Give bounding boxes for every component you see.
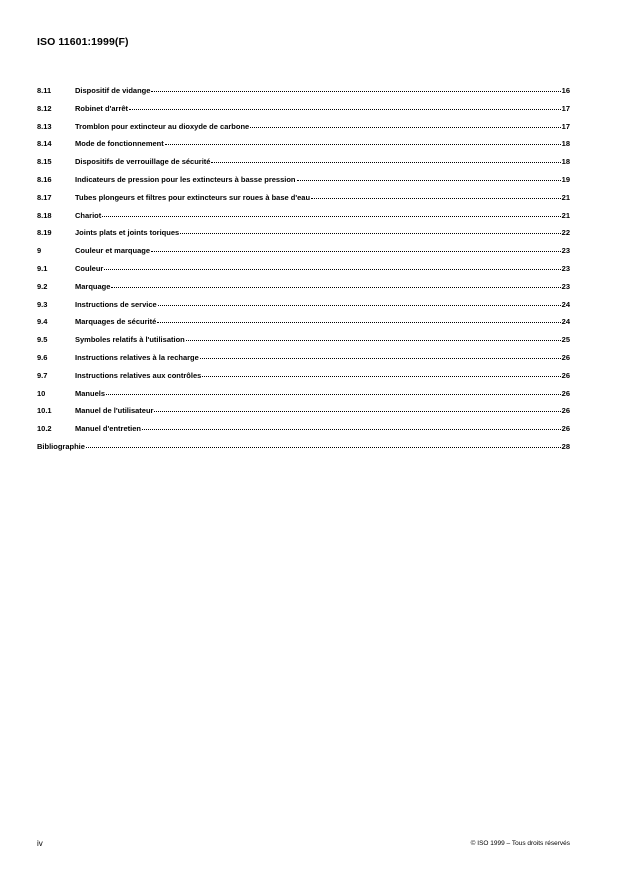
toc-entry[interactable]	[37, 175, 570, 193]
toc-entry-page: 17	[561, 121, 570, 131]
toc-entry-page: 26	[561, 424, 570, 434]
toc-entry[interactable]	[37, 86, 570, 104]
toc-entry[interactable]	[37, 246, 570, 264]
toc-entry-page: 17	[561, 103, 570, 113]
toc-dot-leader	[102, 216, 560, 217]
toc-entry-page: 23	[561, 246, 570, 256]
toc-entry-title: Marquages de sécurité	[75, 317, 157, 327]
toc-dot-leader	[250, 127, 560, 128]
toc-entry-number: 8.18	[37, 210, 52, 220]
toc-entry-number: 8.13	[37, 121, 52, 131]
toc-entry-number: 8.16	[37, 174, 52, 184]
toc-entry-title: Tubes plongeurs et filtres pour extincteurs sur roues à base d'eau	[75, 192, 311, 202]
toc-dot-leader	[106, 394, 561, 395]
page-number: iv	[37, 839, 43, 848]
toc-dot-leader	[180, 233, 560, 234]
toc-dot-leader	[297, 180, 561, 181]
toc-dot-leader	[104, 269, 560, 270]
toc-entry-title: Robinet d'arrêt	[75, 103, 129, 113]
toc-dot-leader	[151, 251, 561, 252]
toc-entry-page: 25	[561, 335, 570, 345]
toc-entry-number: 9	[37, 246, 42, 256]
toc-entry-page: 23	[561, 263, 570, 273]
toc-entry-title: Manuel d'entretien	[75, 424, 141, 434]
toc-entry-number: 8.19	[37, 228, 52, 238]
toc-entry-page: 28	[561, 441, 570, 451]
toc-entry-number: 8.17	[37, 192, 52, 202]
toc-entry-number: 8.14	[37, 139, 52, 149]
toc-entry[interactable]	[37, 211, 570, 229]
toc-entry[interactable]	[37, 282, 570, 300]
toc-entry-title: Marquage	[75, 281, 111, 291]
toc-entry[interactable]	[37, 424, 570, 442]
toc-entry-title: Dispositif de vidange	[75, 86, 151, 95]
toc-dot-leader	[311, 198, 561, 199]
toc-entry-number: 8.15	[37, 157, 52, 167]
toc-dot-leader	[129, 109, 561, 110]
toc-dot-leader	[202, 376, 560, 377]
toc-entry-page: 19	[561, 174, 570, 184]
toc-entry-number: 9.3	[37, 299, 48, 309]
toc-entry[interactable]	[37, 228, 570, 246]
toc-entry-title: Couleur et marquage	[75, 246, 151, 256]
toc-entry[interactable]	[37, 104, 570, 122]
toc-entry-page: 18	[561, 139, 570, 149]
toc-entry-number: 9.4	[37, 317, 48, 327]
toc-entry-title: Symboles relatifs à l'utilisation	[75, 335, 185, 345]
copyright-notice: © ISO 1999 – Tous droits réservés	[470, 840, 570, 847]
toc-dot-leader	[158, 305, 561, 306]
toc-entry-page: 26	[561, 388, 570, 398]
toc-dot-leader	[200, 358, 561, 359]
toc-entry[interactable]	[37, 193, 570, 211]
toc-entry-title: Instructions relatives aux contrôles	[75, 370, 202, 380]
toc-dot-leader	[142, 429, 561, 430]
toc-entry-title: Dispositifs de verrouillage de sécurité	[75, 157, 211, 167]
toc-entry-number: 8.12	[37, 103, 52, 113]
table-of-contents	[37, 86, 570, 460]
toc-entry-page: 26	[561, 352, 570, 362]
toc-dot-leader	[154, 411, 560, 412]
toc-dot-leader	[186, 340, 561, 341]
toc-dot-leader	[111, 287, 560, 288]
toc-entry-title: Instructions de service	[75, 299, 157, 309]
toc-entry-page: 21	[561, 192, 570, 202]
toc-entry-page: 24	[561, 299, 570, 309]
toc-entry[interactable]	[37, 371, 570, 389]
toc-entry[interactable]	[37, 300, 570, 318]
toc-entry[interactable]	[37, 157, 570, 175]
toc-entry-title: Couleur	[75, 263, 104, 273]
toc-entry-title: Manuels	[75, 388, 106, 398]
toc-entry-title: Manuel de l'utilisateur	[75, 406, 154, 416]
toc-entry[interactable]	[37, 389, 570, 407]
toc-entry-page: 26	[561, 370, 570, 380]
toc-entry[interactable]	[37, 442, 570, 460]
toc-entry-number: 9.1	[37, 263, 48, 273]
toc-entry[interactable]	[37, 406, 570, 424]
toc-entry-title: Joints plats et joints toriques	[75, 228, 180, 238]
toc-entry-title: Instructions relatives à la recharge	[75, 352, 199, 362]
toc-entry-page: 24	[561, 317, 570, 327]
toc-entry-page: 23	[561, 281, 570, 291]
toc-dot-leader	[211, 162, 560, 163]
toc-entry[interactable]	[37, 264, 570, 282]
toc-entry-title: Chariot	[75, 210, 102, 220]
toc-entry-title: Mode de fonctionnement	[75, 139, 164, 149]
toc-entry-number: 9.7	[37, 370, 48, 380]
toc-dot-leader	[157, 322, 560, 323]
toc-entry-page: 16	[561, 86, 570, 95]
toc-entry-number: 10.1	[37, 406, 52, 416]
toc-entry[interactable]	[37, 335, 570, 353]
toc-entry-number: 9.2	[37, 281, 48, 291]
toc-entry-number: 9.5	[37, 335, 48, 345]
toc-entry-number: 9.6	[37, 352, 48, 362]
toc-entry-page: 26	[561, 406, 570, 416]
toc-entry-title: Tromblon pour extincteur au dioxyde de carbone	[75, 121, 250, 131]
toc-entry[interactable]	[37, 122, 570, 140]
toc-entry-title: Indicateurs de pression pour les extincteurs à basse pression	[75, 174, 296, 184]
toc-entry-page: 18	[561, 157, 570, 167]
document-header: ISO 11601:1999(F)	[37, 36, 129, 48]
toc-entry-number: 10	[37, 388, 46, 398]
toc-entry-number: 10.2	[37, 424, 52, 434]
toc-dot-leader	[151, 91, 560, 92]
toc-entry-page: 21	[561, 210, 570, 220]
toc-dot-leader	[165, 144, 561, 145]
toc-entry-title: Bibliographie	[37, 441, 85, 451]
toc-entry-page: 22	[561, 228, 570, 238]
toc-entry[interactable]	[37, 139, 570, 157]
toc-entry[interactable]	[37, 317, 570, 335]
toc-entry[interactable]	[37, 353, 570, 371]
toc-dot-leader	[86, 447, 561, 448]
toc-entry-number: 8.11	[37, 86, 52, 95]
